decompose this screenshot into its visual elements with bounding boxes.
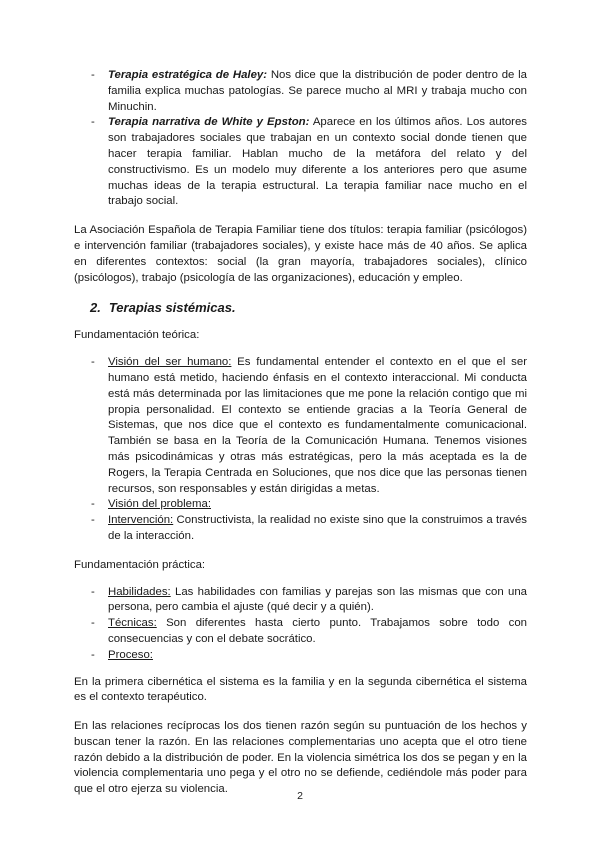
list-item [74,513,527,545]
list-item [74,616,527,648]
list-term: Terapia narrativa de White y Epston: [108,116,310,129]
list-dash: - [91,498,95,511]
list-term: Proceso: [108,648,153,661]
therapy-list [74,68,527,210]
list-dash: - [91,648,95,661]
list-dash: - [91,617,95,630]
list-dash: - [91,514,95,527]
fund-teorica-label: Fundamentación teórica: [74,329,200,342]
fund-teorica-list [74,355,527,545]
section-title: Terapias sistémicas. [108,300,236,316]
list-term: Técnicas: [108,617,157,630]
section-heading [74,299,527,317]
list-term: Habilidades: [108,585,171,598]
list-term: Visión del ser humano: [108,356,232,369]
paragraph-cibernetica: En la primera cibernética el sistema es la familia y en la segunda cibernética el sistema es el contexto terapéutico. [74,675,527,704]
list-item [74,355,527,497]
paragraph-relaciones: En las relaciones recíprocas los dos tienen razón según su puntuación de los hechos y buscan tener la razón. En las relaciones complementarias uno acepta que el otro tiene razón debido a la distribución de poder. En la violencia simétrica los dos se pegan y en la violencia complementaria uno pega y el otro no se defiende, cediéndole más poder para que el otro ejerza su violencia. [74,720,527,796]
list-dash: - [91,116,95,129]
list-item [74,585,527,617]
fund-practica-label: Fundamentación práctica: [74,558,206,571]
page-number: 2 [297,790,303,802]
list-dash: - [91,69,95,81]
list-item [74,497,527,513]
document-page [74,68,527,798]
list-item [74,115,527,210]
list-term: Visión del problema: [108,498,211,511]
list-text: Son diferentes hasta cierto punto. Trabajamos sobre todo con consecuencias y con el debate socrático. [108,617,527,645]
list-term: Intervención: [108,514,174,527]
section-number: 2. [90,300,101,316]
list-text: Las habilidades con familias y parejas son las mismas que con una persona, pero cambia el ajuste (qué decir y a quién). [108,585,527,614]
list-text: Es fundamental entender el contexto en el que el ser humano está metido, haciendo énfasis en el contexto interaccional. Mi conducta está más determinada por las limitaciones que me pone la relación contigo que mi propia personalidad. El contexto se entiende gracias a la Teoría General de Sistemas, que nos dice que el contexto es fundamentalmente comunicacional. También se basa en la Teoría de la Comunicación Humana. Tenemos visiones más psicodinámicas y otras más estratégicas, pero la más aceptada es la de Rogers, la Terapia Centrada en Soluciones, que nos dice que las personas tienen recursos, son responsables y están dirigidas a metas. [108,356,527,495]
list-text: Aparece en los últimos años. Los autores son trabajadores sociales que trabajan en un contexto social donde tienen que hacer terapia familiar. Hablan mucho de la metáfora del relato y del constructivismo. Es un modelo muy diferente a los anteriores pero que asume muchas ideas de la terapia estructural. La terapia familiar nace mucho en el trabajo social. [108,116,528,208]
list-item [74,648,527,664]
list-text: Nos dice que la distribución de poder dentro de la familia explica muchas patologías. Se parece mucho al MRI y trabaja mucho con Minuchin. [108,69,528,113]
list-item [74,68,527,115]
list-dash: - [91,585,95,598]
list-text: Constructivista, la realidad no existe sino que la construimos a través de la interacción. [108,514,527,542]
list-term: Terapia estratégica de Haley: [108,69,268,81]
list-dash: - [91,356,95,369]
paragraph-asociacion: La Asociación Española de Terapia Familiar tiene dos títulos: terapia familiar (psicólogos) e intervención familiar (trabajadores sociales), y existe hace más de 40 años. Se aplica en diferentes contextos: social (la gran mayoría, trabajadores sociales), clínico (psicólogos), trabajo (psicología de las organizaciones), educación y empleo. [74,224,527,284]
fund-practica-list [74,585,527,664]
